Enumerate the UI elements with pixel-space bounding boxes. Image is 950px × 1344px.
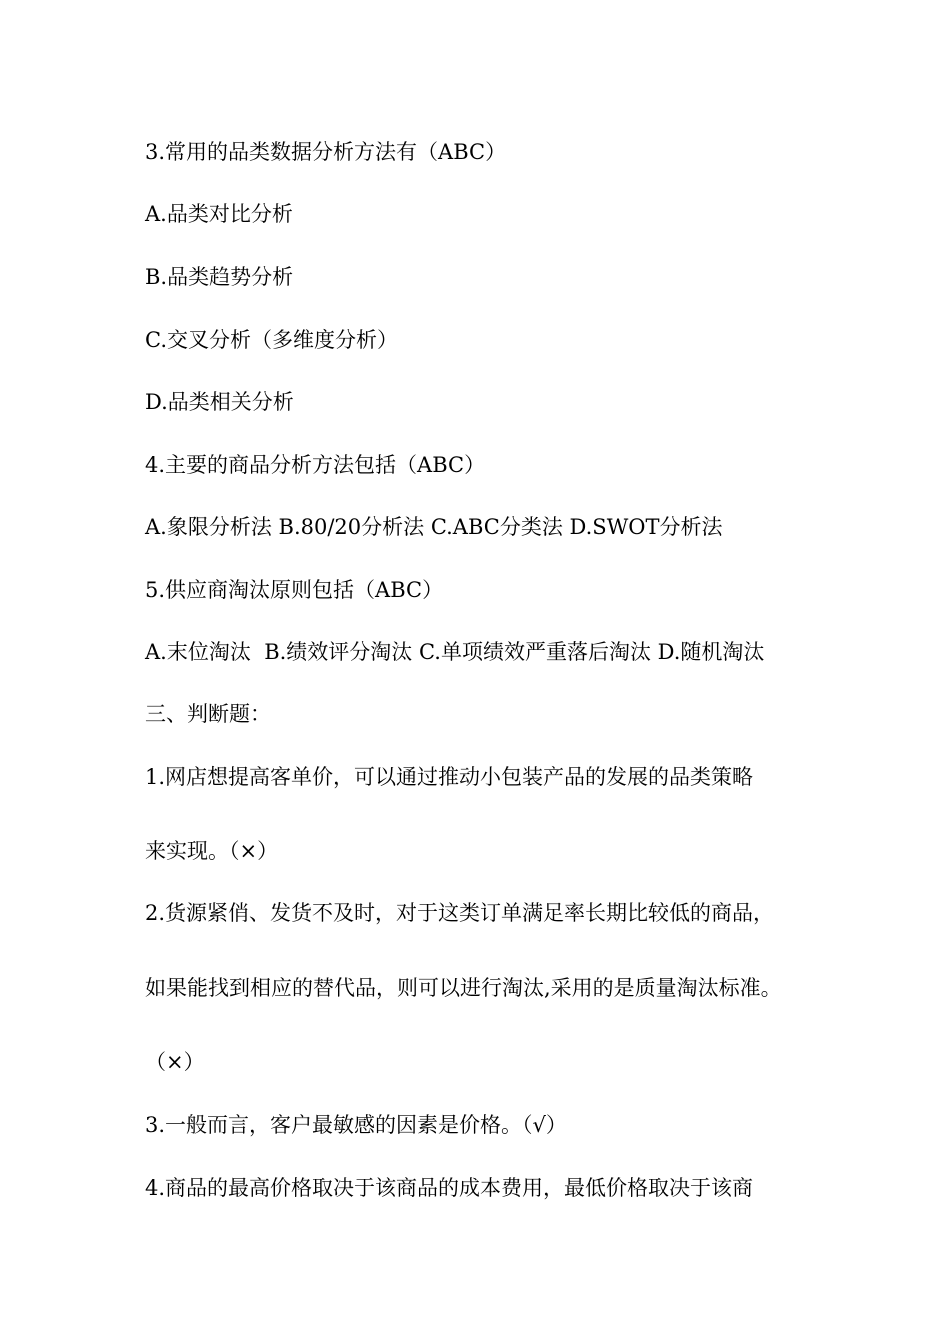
option-c: C.交叉分析（多维度分析） (145, 328, 398, 352)
question-3-title: 3.常用的品类数据分析方法有（ABC） (145, 140, 507, 164)
judgment-2-answer: （×） (145, 1050, 205, 1074)
option-a: A.品类对比分析 (145, 202, 293, 226)
judgment-2-line-1: 2.货源紧俏、发货不及时，对于这类订单满足率长期比较低的商品， (145, 901, 775, 925)
judgment-2-line-2: 如果能找到相应的替代品，则可以进行淘汰,采用的是质量淘汰标准。 (145, 976, 782, 1000)
question-4-options: A.象限分析法 B.80/20分析法 C.ABC分类法 D.SWOT分析法 (145, 515, 723, 539)
judgment-4-line-1: 4.商品的最高价格取决于该商品的成本费用，最低价格取决于该商 (145, 1176, 754, 1200)
judgment-1-line-2: 来实现。（×） (145, 839, 279, 863)
section-heading: 三、判断题： (145, 702, 271, 726)
judgment-1-line-1: 1.网店想提高客单价，可以通过推动小包装产品的发展的品类策略 (145, 765, 754, 789)
question-4-title: 4.主要的商品分析方法包括（ABC） (145, 453, 486, 477)
judgment-3: 3.一般而言，客户最敏感的因素是价格。（√） (145, 1113, 567, 1137)
option-b: B.品类趋势分析 (145, 265, 294, 289)
question-5-options: A.末位淘汰 B.绩效评分淘汰 C.单项绩效严重落后淘汰 D.随机淘汰 (145, 640, 765, 664)
option-d: D.品类相关分析 (145, 390, 294, 414)
question-5-title: 5.供应商淘汰原则包括（ABC） (145, 578, 444, 602)
